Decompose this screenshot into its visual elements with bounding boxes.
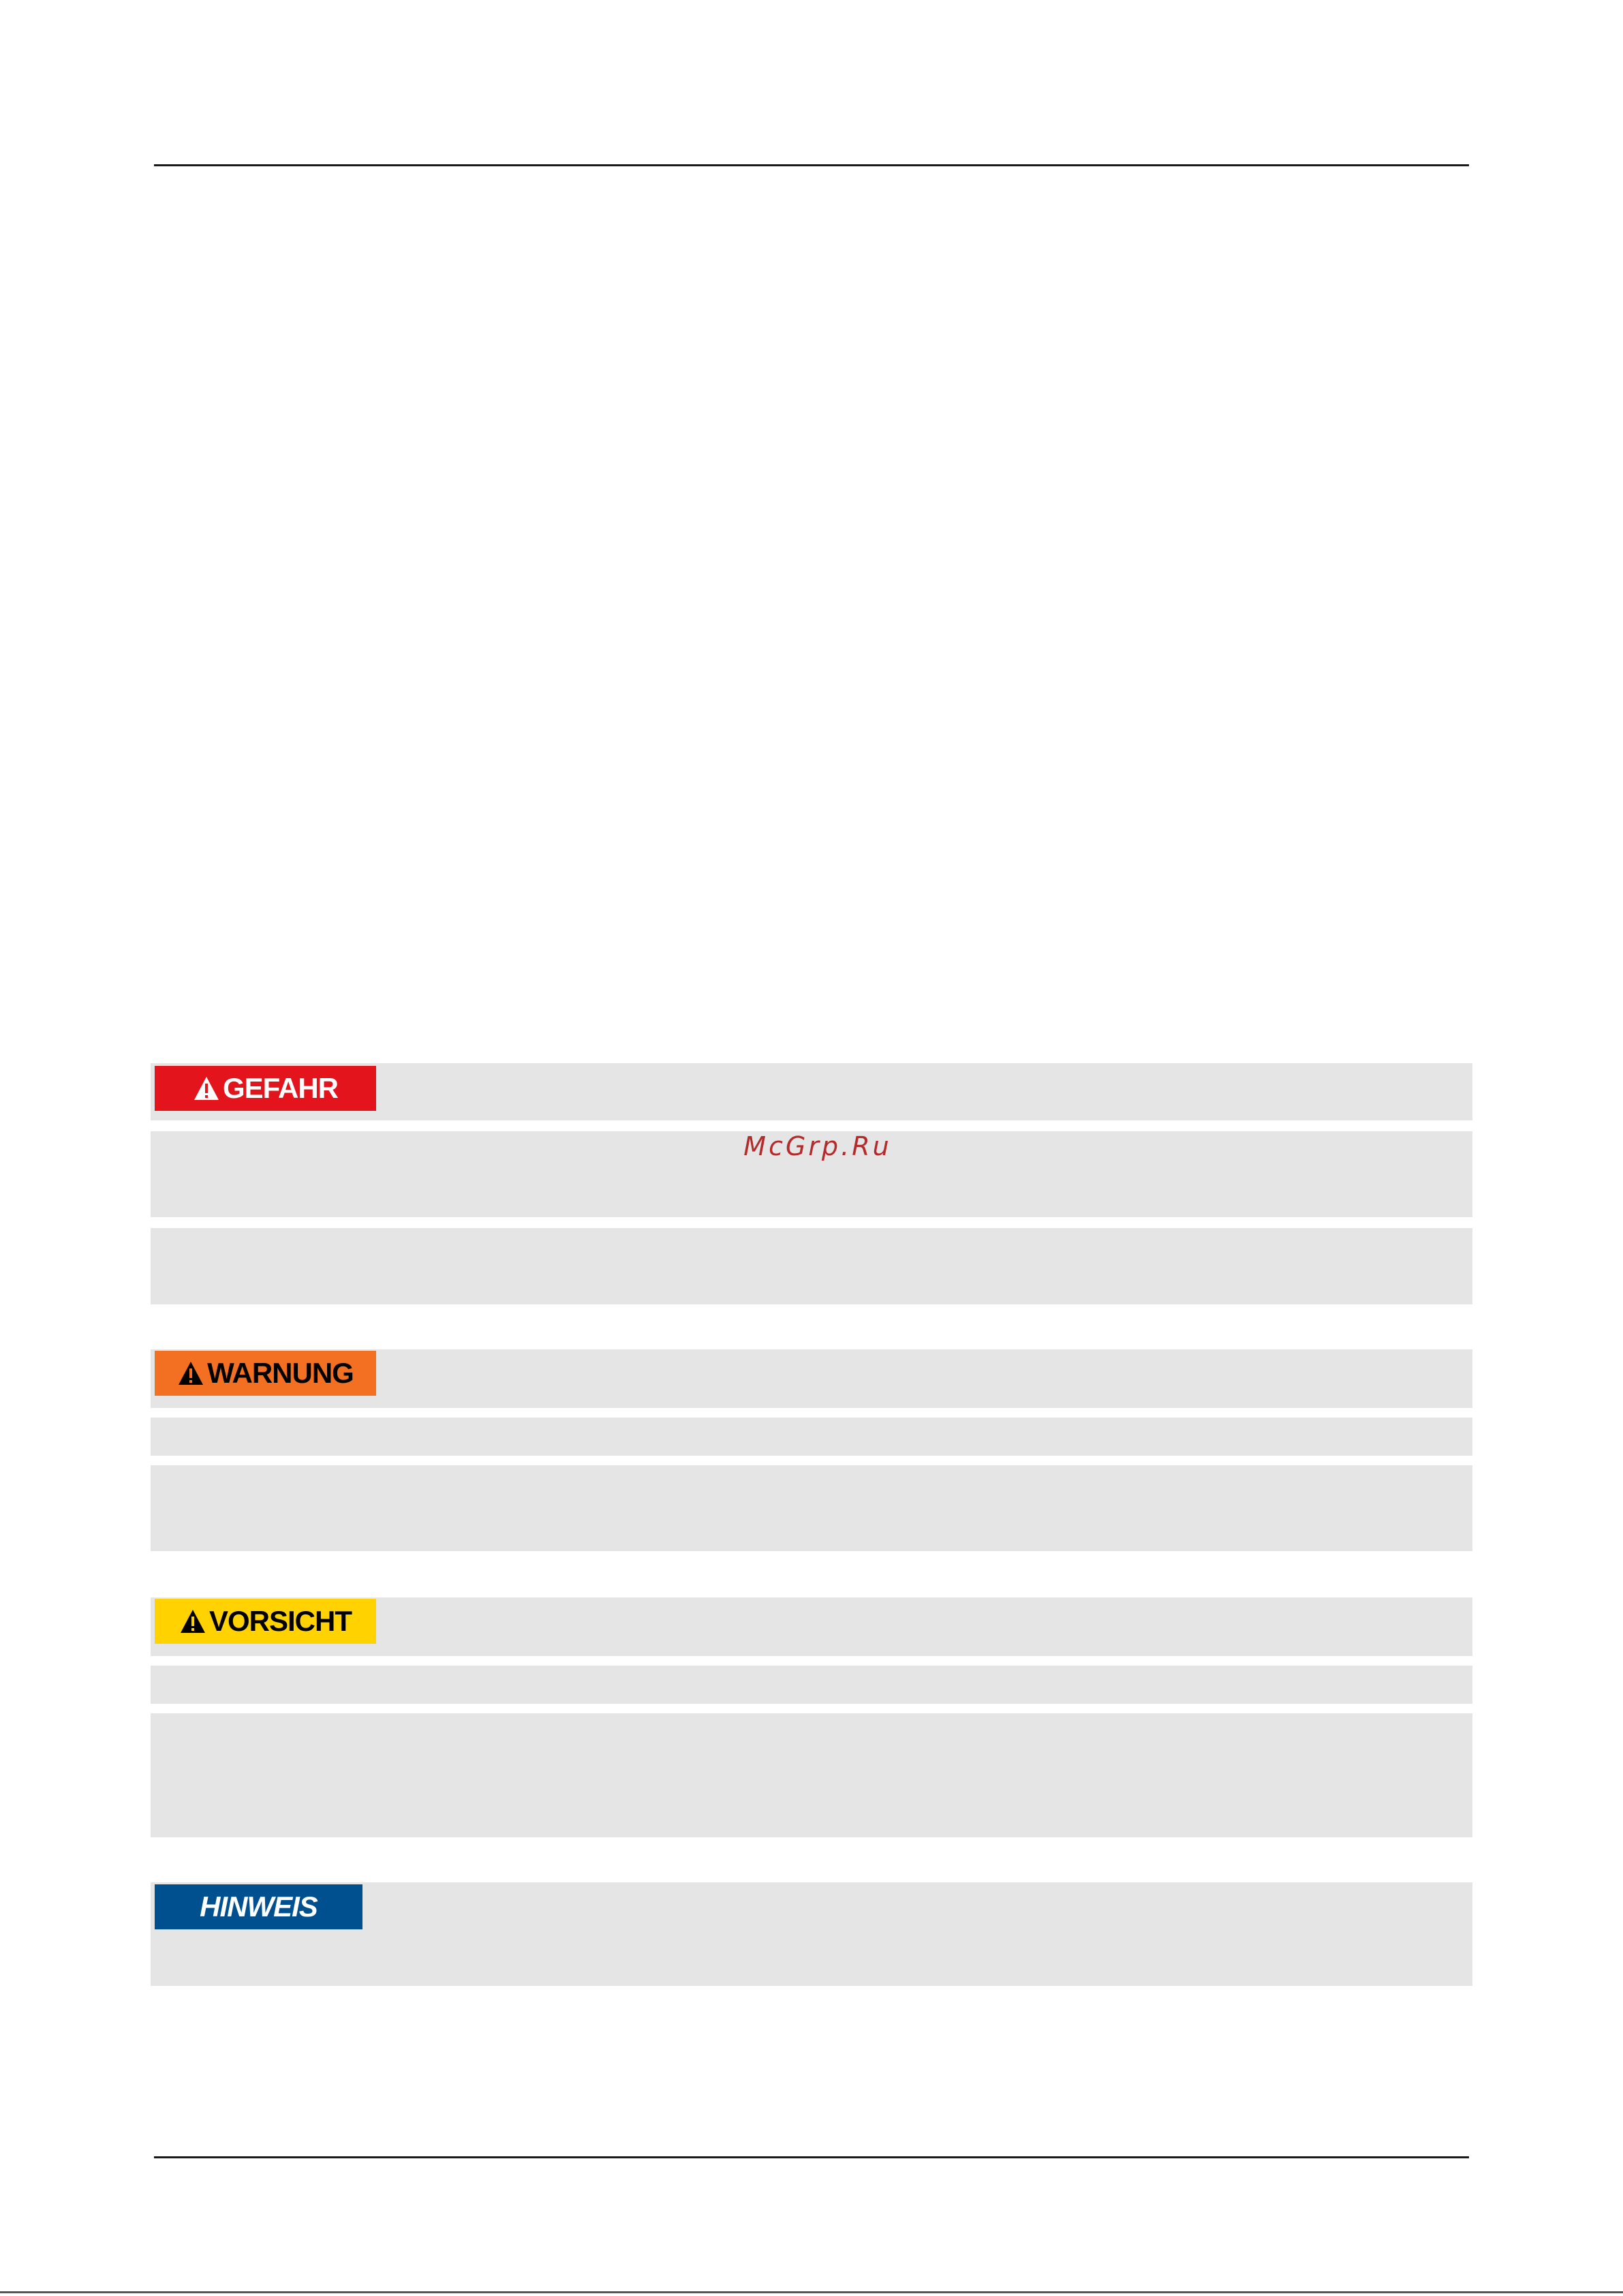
warning-text-panel-1 (151, 1418, 1472, 1456)
scan-edge-line (0, 2291, 1623, 2293)
watermark: McGrp.Ru (743, 1131, 892, 1161)
warning-label-text: WARNUNG (207, 1357, 354, 1389)
caution-text-panel-1 (151, 1666, 1472, 1704)
caution-label (155, 1599, 376, 1644)
danger-label (155, 1066, 376, 1111)
danger-text-panel-2 (151, 1228, 1472, 1304)
caution-text-panel-2 (151, 1713, 1472, 1837)
notice-label (155, 1884, 362, 1929)
warning-triangle-icon (193, 1075, 220, 1101)
header-rule (154, 164, 1469, 166)
warning-triangle-icon (179, 1608, 206, 1634)
warning-label (155, 1351, 376, 1396)
caution-label-text: VORSICHT (208, 1605, 352, 1637)
danger-label-text: GEFAHR (222, 1072, 338, 1104)
warning-triangle-icon (177, 1360, 204, 1386)
warning-text-panel-2 (151, 1465, 1472, 1551)
notice-label-text: HINWEIS (200, 1891, 318, 1923)
footer-rule (154, 2156, 1469, 2158)
